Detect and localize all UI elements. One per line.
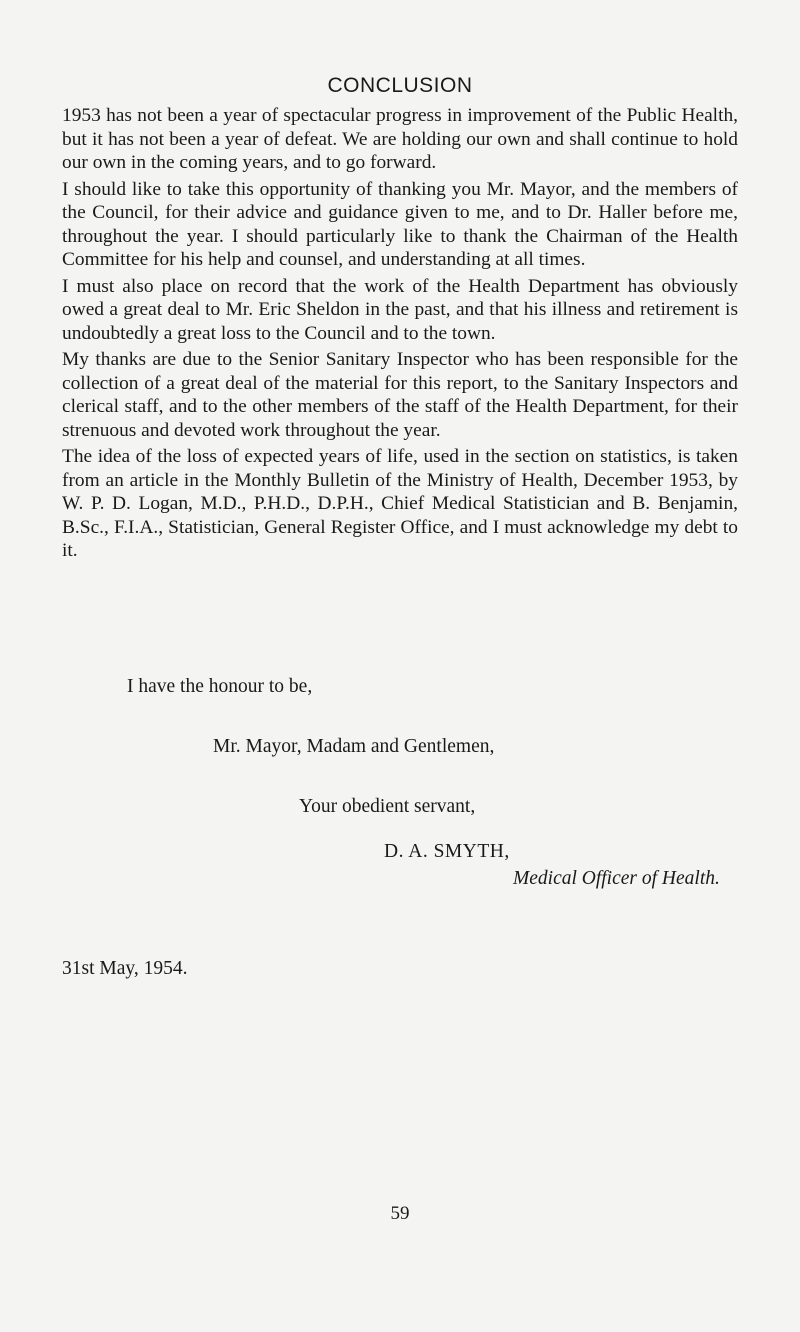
signatory-name: D. A. SMYTH, xyxy=(384,841,510,862)
body-text xyxy=(62,104,738,566)
paragraph-5: The idea of the loss of expected years of life, used in the section on statistics, is taken from an article in the Monthly Bulletin of the Ministry of Health, December 1953, by W. P. D. Logan, M.D., P.H.D., D.P.H., Chief Medical Statistician and B. Benjamin, B.Sc., F.I.A., Statistician, General Register Office, and I must acknowledge my debt to it. xyxy=(62,446,738,561)
page-number: 59 xyxy=(390,1203,410,1224)
closing-honour: I have the honour to be, xyxy=(127,676,313,697)
closing-salutation: Mr. Mayor, Madam and Gentlemen, xyxy=(213,736,495,757)
paragraph-2: I should like to take this opportunity of thanking you Mr. Mayor, and the members of the Council, for their advice and guidance given to me, and to Dr. Haller before me, throughout the year. I should particularly like to thank the Chairman of the Health Committee for his help and counsel, and understanding at all times. xyxy=(62,178,738,270)
closing-servant: Your obedient servant, xyxy=(299,796,476,817)
document-date: 31st May, 1954. xyxy=(62,958,188,979)
paragraph-1: 1953 has not been a year of spectacular progress in improvement of the Public Health, but it has not been a year of defeat. We are holding our own and shall continue to hold our own in the coming years, and to go forward. xyxy=(62,105,738,173)
signatory-position: Medical Officer of Health. xyxy=(513,868,720,889)
page-title: CONCLUSION xyxy=(327,74,473,97)
paragraph-3: I must also place on record that the work of the Health Department has obviously owed a great deal to Mr. Eric Sheldon in the past, and that his illness and retirement is undoubtedly a great loss to the Council and to the town. xyxy=(62,275,738,344)
paragraph-4: My thanks are due to the Senior Sanitary Inspector who has been responsible for the collection of a great deal of the material for this report, to the Sanitary Inspectors and clerical staff, and to the other members of the staff of the Health Department, for their strenuous and devoted work throughout the year. xyxy=(62,349,738,441)
